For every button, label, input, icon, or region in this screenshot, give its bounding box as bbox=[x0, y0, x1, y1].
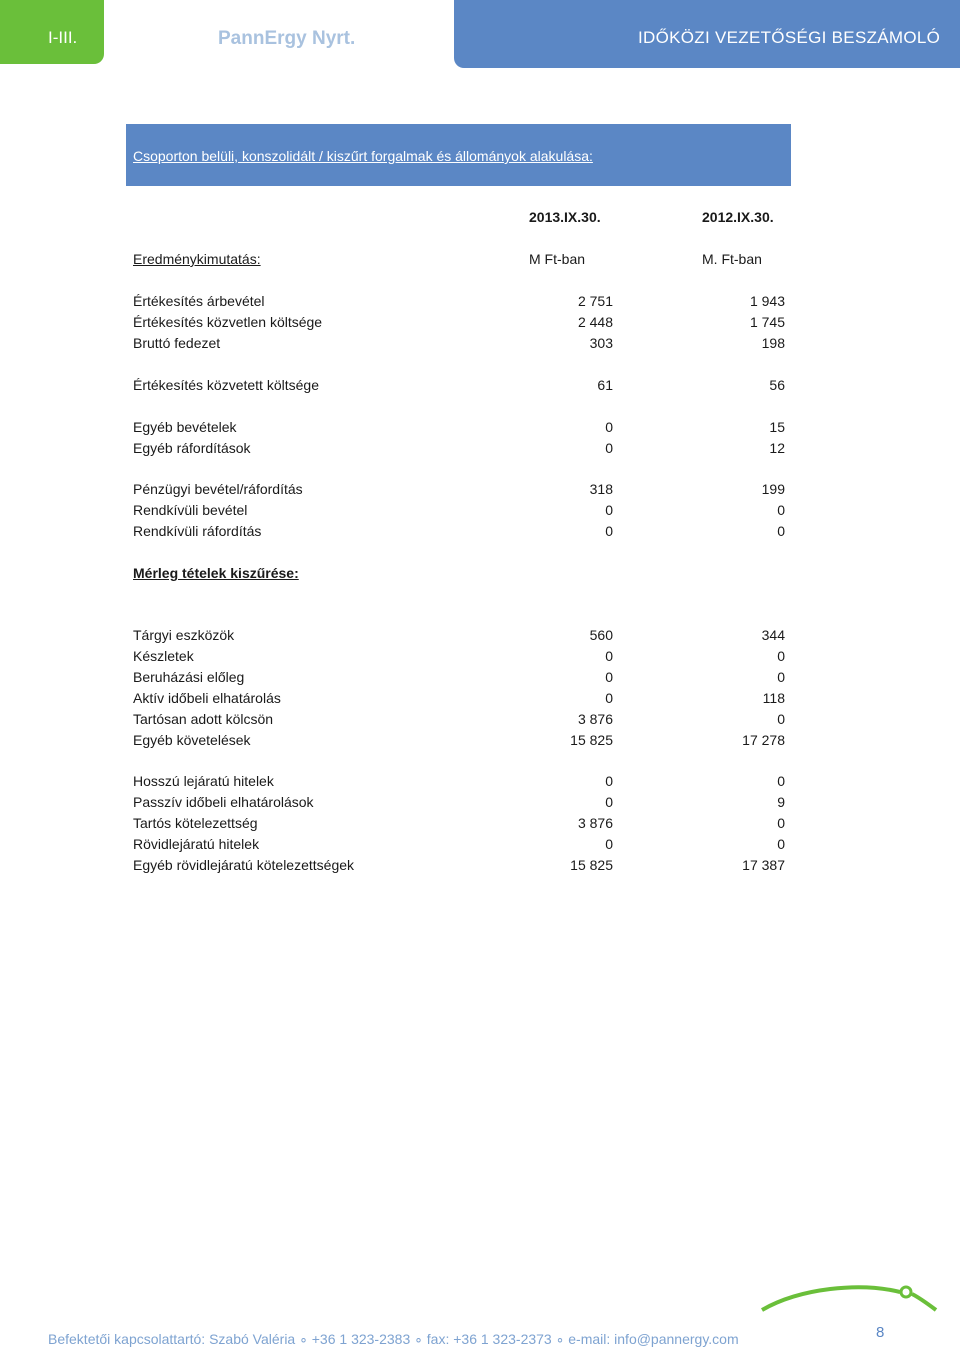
table-row bbox=[133, 732, 785, 750]
value-2013: 0 bbox=[605, 690, 613, 706]
value-2012: 17 278 bbox=[742, 732, 785, 748]
table-row bbox=[133, 794, 785, 812]
value-2013: 0 bbox=[605, 794, 613, 810]
value-2013: 61 bbox=[597, 377, 613, 393]
page-number: 8 bbox=[876, 1324, 885, 1341]
value-2012: 0 bbox=[777, 836, 785, 852]
row-label: Hosszú lejáratú hitelek bbox=[133, 773, 274, 789]
table-row bbox=[133, 481, 785, 499]
column-header-2012: 2012.IX.30. bbox=[702, 209, 774, 225]
value-2012: 12 bbox=[769, 440, 785, 456]
brand-swoosh-icon bbox=[760, 1280, 940, 1320]
table-row bbox=[133, 669, 785, 687]
row-label: Egyéb követelések bbox=[133, 732, 251, 748]
value-2013: 0 bbox=[605, 523, 613, 539]
value-2013: 15 825 bbox=[570, 732, 613, 748]
value-2012: 1 745 bbox=[749, 314, 785, 330]
row-label: Tárgyi eszközök bbox=[133, 627, 235, 643]
table-row bbox=[133, 648, 785, 666]
table-row bbox=[133, 690, 785, 708]
row-label: Értékesítés közvetett költsége bbox=[133, 377, 319, 393]
row-label: Pénzügyi bevétel/ráfordítás bbox=[133, 481, 303, 497]
unit-2012: M. Ft-ban bbox=[702, 251, 762, 267]
value-2013: 303 bbox=[589, 335, 613, 351]
value-2013: 0 bbox=[605, 773, 613, 789]
table-row bbox=[133, 419, 785, 437]
row-label: Rendkívüli ráfordítás bbox=[133, 523, 262, 539]
value-2012: 17 387 bbox=[742, 857, 785, 873]
row-label: Rövidlejáratú hitelek bbox=[133, 836, 260, 852]
value-2012: 0 bbox=[777, 773, 785, 789]
table-title: Csoporton belüli, konszolidált / kiszűrt forgalmak és állományok alakulása: bbox=[133, 148, 593, 164]
table-row bbox=[133, 293, 785, 311]
report-title: IDŐKÖZI VEZETŐSÉGI BESZÁMOLÓ bbox=[638, 28, 941, 47]
section-tab bbox=[0, 0, 104, 64]
value-2013: 0 bbox=[605, 502, 613, 518]
footer-contact: Befektetői kapcsolattartó: Szabó Valéria ∘ +36 1 323-2383 ∘ fax: +36 1 323-2373 ∘ e-mail: info@pannergy.com bbox=[48, 1331, 739, 1347]
value-2013: 318 bbox=[589, 481, 613, 497]
value-2013: 2 751 bbox=[577, 293, 613, 309]
table-row bbox=[133, 502, 785, 520]
value-2013: 15 825 bbox=[570, 857, 613, 873]
row-label: Készletek bbox=[133, 648, 194, 664]
section-label: I-III. bbox=[48, 28, 78, 47]
value-2013: 0 bbox=[605, 669, 613, 685]
value-2012: 0 bbox=[777, 648, 785, 664]
value-2013: 3 876 bbox=[577, 711, 613, 727]
table-row bbox=[133, 711, 785, 729]
row-label: Egyéb rövidlejáratú kötelezettségek bbox=[133, 857, 355, 873]
table-row bbox=[133, 836, 785, 854]
value-2013: 0 bbox=[605, 419, 613, 435]
table-row bbox=[133, 523, 785, 541]
value-2013: 560 bbox=[589, 627, 613, 643]
value-2012: 344 bbox=[761, 627, 785, 643]
row-label: Bruttó fedezet bbox=[133, 335, 221, 351]
column-header-2013: 2013.IX.30. bbox=[529, 209, 601, 225]
value-2012: 0 bbox=[777, 502, 785, 518]
value-2012: 0 bbox=[777, 711, 785, 727]
value-2012: 118 bbox=[762, 690, 785, 706]
brand-name: PannErgy Nyrt. bbox=[218, 28, 356, 49]
value-2012: 56 bbox=[769, 377, 785, 393]
row-label: Egyéb ráfordítások bbox=[133, 440, 251, 456]
table-row bbox=[133, 314, 785, 332]
row-label: Egyéb bevételek bbox=[133, 419, 237, 435]
value-2012: 15 bbox=[769, 419, 785, 435]
value-2013: 0 bbox=[605, 648, 613, 664]
table-row bbox=[133, 773, 785, 791]
value-2013: 0 bbox=[605, 836, 613, 852]
table-row bbox=[133, 857, 785, 875]
value-2012: 9 bbox=[777, 794, 785, 810]
table-row bbox=[133, 377, 785, 395]
report-title-tab bbox=[454, 0, 960, 68]
value-2013: 0 bbox=[605, 440, 613, 456]
unit-2013: M Ft-ban bbox=[529, 251, 586, 267]
row-label: Értékesítés árbevétel bbox=[133, 293, 265, 309]
value-2012: 0 bbox=[777, 815, 785, 831]
value-2013: 3 876 bbox=[577, 815, 613, 831]
row-label: Passzív időbeli elhatárolások bbox=[133, 794, 314, 810]
value-2012: 1 943 bbox=[749, 293, 785, 309]
row-label: Tartósan adott kölcsön bbox=[133, 711, 274, 727]
value-2013: 2 448 bbox=[577, 314, 613, 330]
value-2012: 0 bbox=[777, 523, 785, 539]
row-label: Aktív időbeli elhatárolás bbox=[133, 690, 281, 706]
row-label: Beruházási előleg bbox=[133, 669, 245, 685]
row-label: Értékesítés közvetlen költsége bbox=[133, 314, 323, 330]
row-label: Rendkívüli bevétel bbox=[133, 502, 248, 518]
value-2012: 199 bbox=[761, 481, 785, 497]
income-statement-heading: Eredménykimutatás: bbox=[133, 251, 261, 267]
table-row bbox=[133, 815, 785, 833]
balance-sheet-heading: Mérleg tételek kiszűrése: bbox=[133, 565, 299, 581]
value-2012: 198 bbox=[761, 335, 785, 351]
value-2012: 0 bbox=[777, 669, 785, 685]
table-row bbox=[133, 440, 785, 458]
table-row bbox=[133, 335, 785, 353]
row-label: Tartós kötelezettség bbox=[133, 815, 258, 831]
table-title-bar bbox=[126, 124, 791, 186]
table-row bbox=[133, 627, 785, 645]
